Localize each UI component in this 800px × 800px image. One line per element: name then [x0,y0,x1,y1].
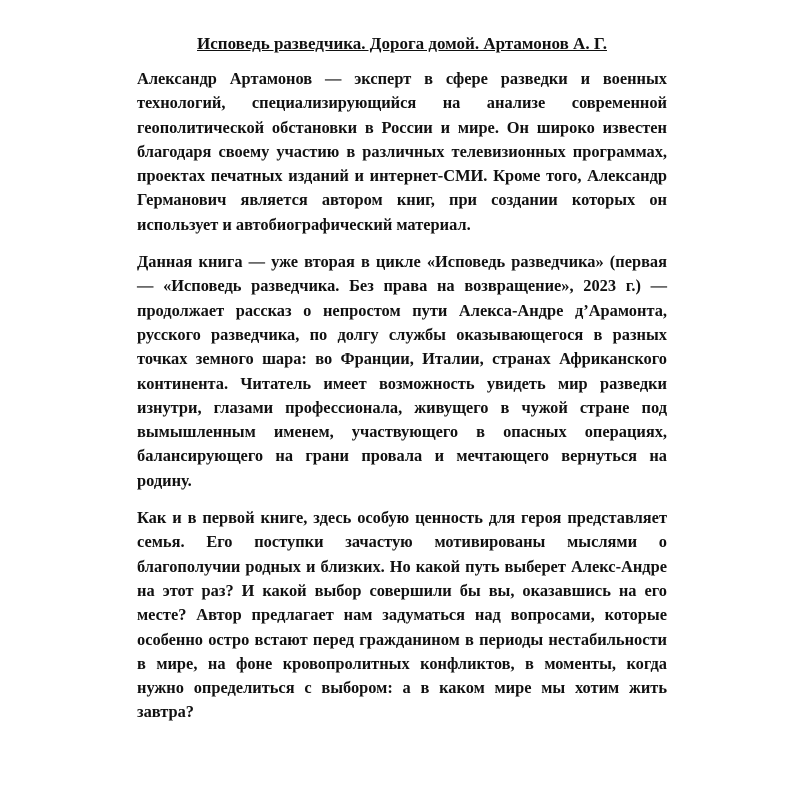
document-title: Исповедь разведчика. Дорога домой. Артамонов А. Г. [197,34,607,53]
paragraph-book-summary: Данная книга — уже вторая в цикле «Исповедь разведчика» (первая — «Исповедь разведчика. Без права на возвращение», 2023 г.) —продолжает рассказ о непростом пути Алекса-Андре д’Арамонта, русского разведчика, по долгу службы оказывающегося в разных точках земного шара: во Франции, Италии, странах Африканского континента. Читатель имеет возможность увидеть мир разведки изнутри, глазами профессионала, живущего в чужой стране под вымышленным именем, участвующего в опасных операциях, балансирующего на грани провала и мечтающего вернуться на родину. [137,252,667,490]
paragraph-author-intro: Александр Артамонов — эксперт в сфере разведки и военных технологий, специализирующийся на анализе современной геополитической обстановки в России и мире. Он широко известен благодаря своему участию в различных телевизионных программах, проектах печатных изданий и интернет-СМИ. Кроме того, Александр Германович является автором книг, при создании которых он использует и автобиографический материал. [137,69,667,234]
paragraph-family-theme: Как и в первой книге, здесь особую ценность для героя представляет семья. Его поступки зачастую мотивированы мыслями о благополучии родных и близких. Но какой путь выберет Алекс-Андре на этот раз? И какой выбор совершили бы вы, оказавшись на его месте? Автор предлагает нам задуматься над вопросами, которые особенно остро встают перед гражданином в периоды нестабильности в мире, на фоне кровопролитных конфликтов, в моменты, когда нужно определиться с выбором: а в каком мире мы хотим жить завтра? [137,508,667,722]
document-page [137,33,667,738]
